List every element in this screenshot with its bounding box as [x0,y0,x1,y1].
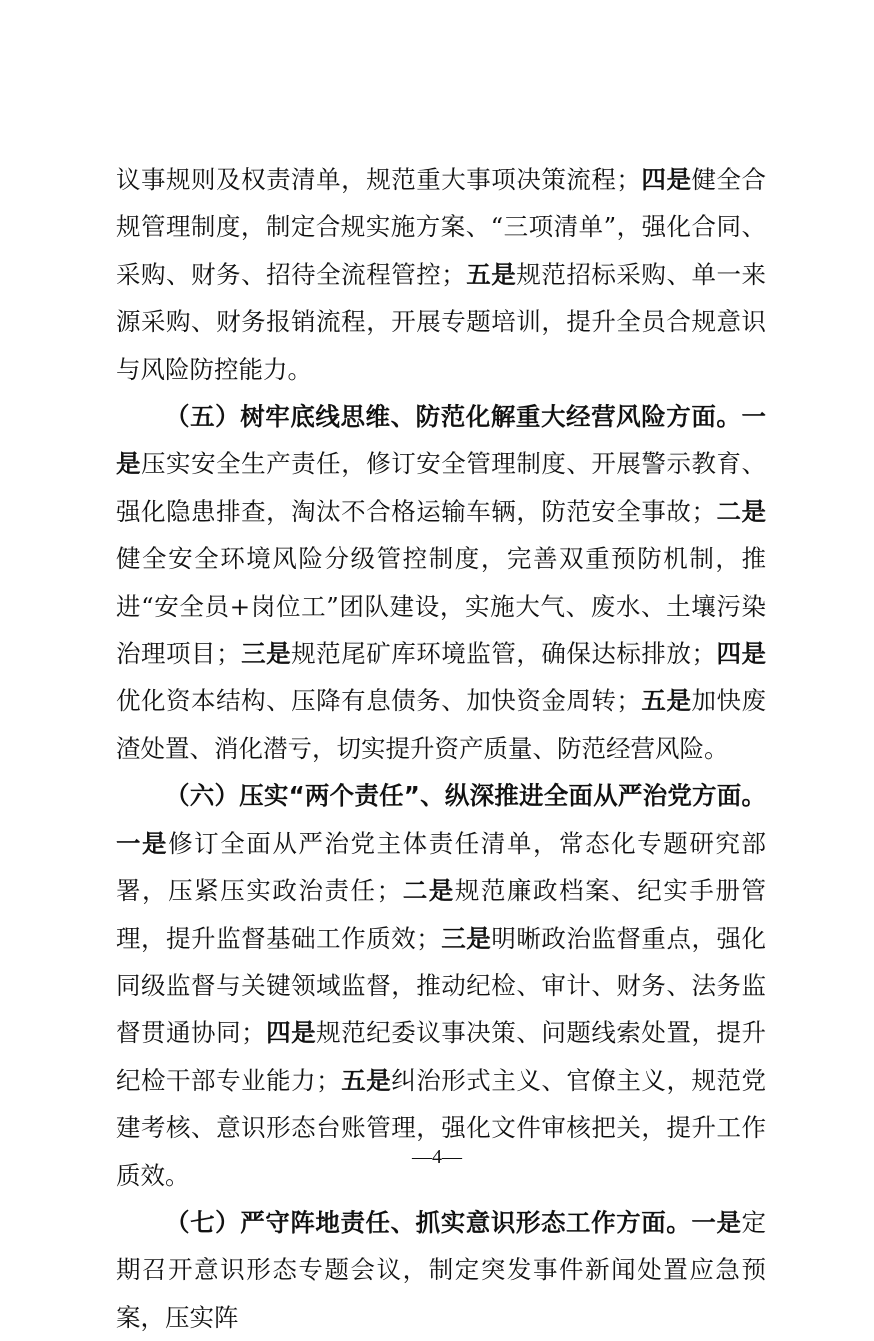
text-run-bold: 三是 [440,923,492,953]
text-run-bold: 二是 [401,876,455,906]
text-run-bold: 五是 [340,1065,392,1095]
section-heading: （五）树牢底线思维、防范化解重大经营风险方面。 [165,402,742,432]
paragraph-2 [116,393,766,772]
section-heading: （六）压实“两个责任”、纵深推进全面从严治党方面。 [165,781,766,811]
text-run: 压实安全生产责任，修订安全管理制度、开展警示教育、强化隐患排查，淘汰不合格运输车辆，防范安全事故； [116,449,767,526]
text-run-bold: 四是 [265,1018,317,1048]
text-run: 议事规则及权责清单，规范重大事项决策流程； [116,165,641,194]
text-run-bold: 一是 [116,828,169,858]
text-run: 规范纪委议事决策、问题线索处置，提升纪检干部专业能力； [116,1018,767,1095]
text-run: 定期召开意识形态专题会议，制定突发事件新闻处置应急预案，压实阵 [116,1207,767,1332]
text-run-bold: 四是 [715,639,767,669]
text-run-bold: 三是 [240,639,292,669]
text-run: 修订全面从严治党主体责任清单，常态化专题研究部署，压紧压实政治责任； [116,828,766,906]
text-run: 健全安全环境风险分级管控制度，完善双重预防机制，推进“安全员+岗位工”团队建设，实施大气、废水、土壤污染治理项目； [116,544,766,669]
text-run-bold: 一是 [691,1207,742,1237]
paragraph-1 [116,156,766,393]
text-run-bold: 五是 [640,686,692,716]
text-run: 明晰政治监督重点，强化同级监督与关键领域监督，推动纪检、审计、财务、法务监督贯通协同； [116,923,767,1048]
text-run-bold: 五是 [465,259,517,289]
text-run: 健全合规管理制度，制定合规实施方案、“三项清单”，强化合同、采购、财务、招待全流程管控； [116,165,767,289]
text-run: 纠治形式主义、官僚主义，规范党建考核、意识形态台账管理，强化文件审核把关，提升工作质效。 [116,1065,767,1190]
text-run-bold: 二是 [715,496,767,526]
text-run: 加快废渣处置、消化潜亏，切实提升资产质量、防范经营风险。 [116,686,767,763]
section-heading: （七）严守阵地责任、抓实意识形态工作方面。 [165,1207,692,1237]
text-run: 规范尾矿库环境监管，确保达标排放； [291,639,716,669]
text-run-bold: 四是 [640,165,692,194]
paragraph-3 [116,772,766,1199]
paragraph-4 [116,1199,766,1341]
text-run: 规范招标采购、单一来源采购、财务报销流程，开展专题培训，提升全员合规意识与风险防控能力。 [116,259,767,384]
text-run: 规范廉政档案、纪实手册管理，提升监督基础工作质效； [116,876,766,953]
text-run-bold: 一是 [116,402,766,479]
page-number: —4— [412,1146,462,1168]
text-run: 优化资本结构、压降有息债务、加快资金周转； [116,686,641,716]
